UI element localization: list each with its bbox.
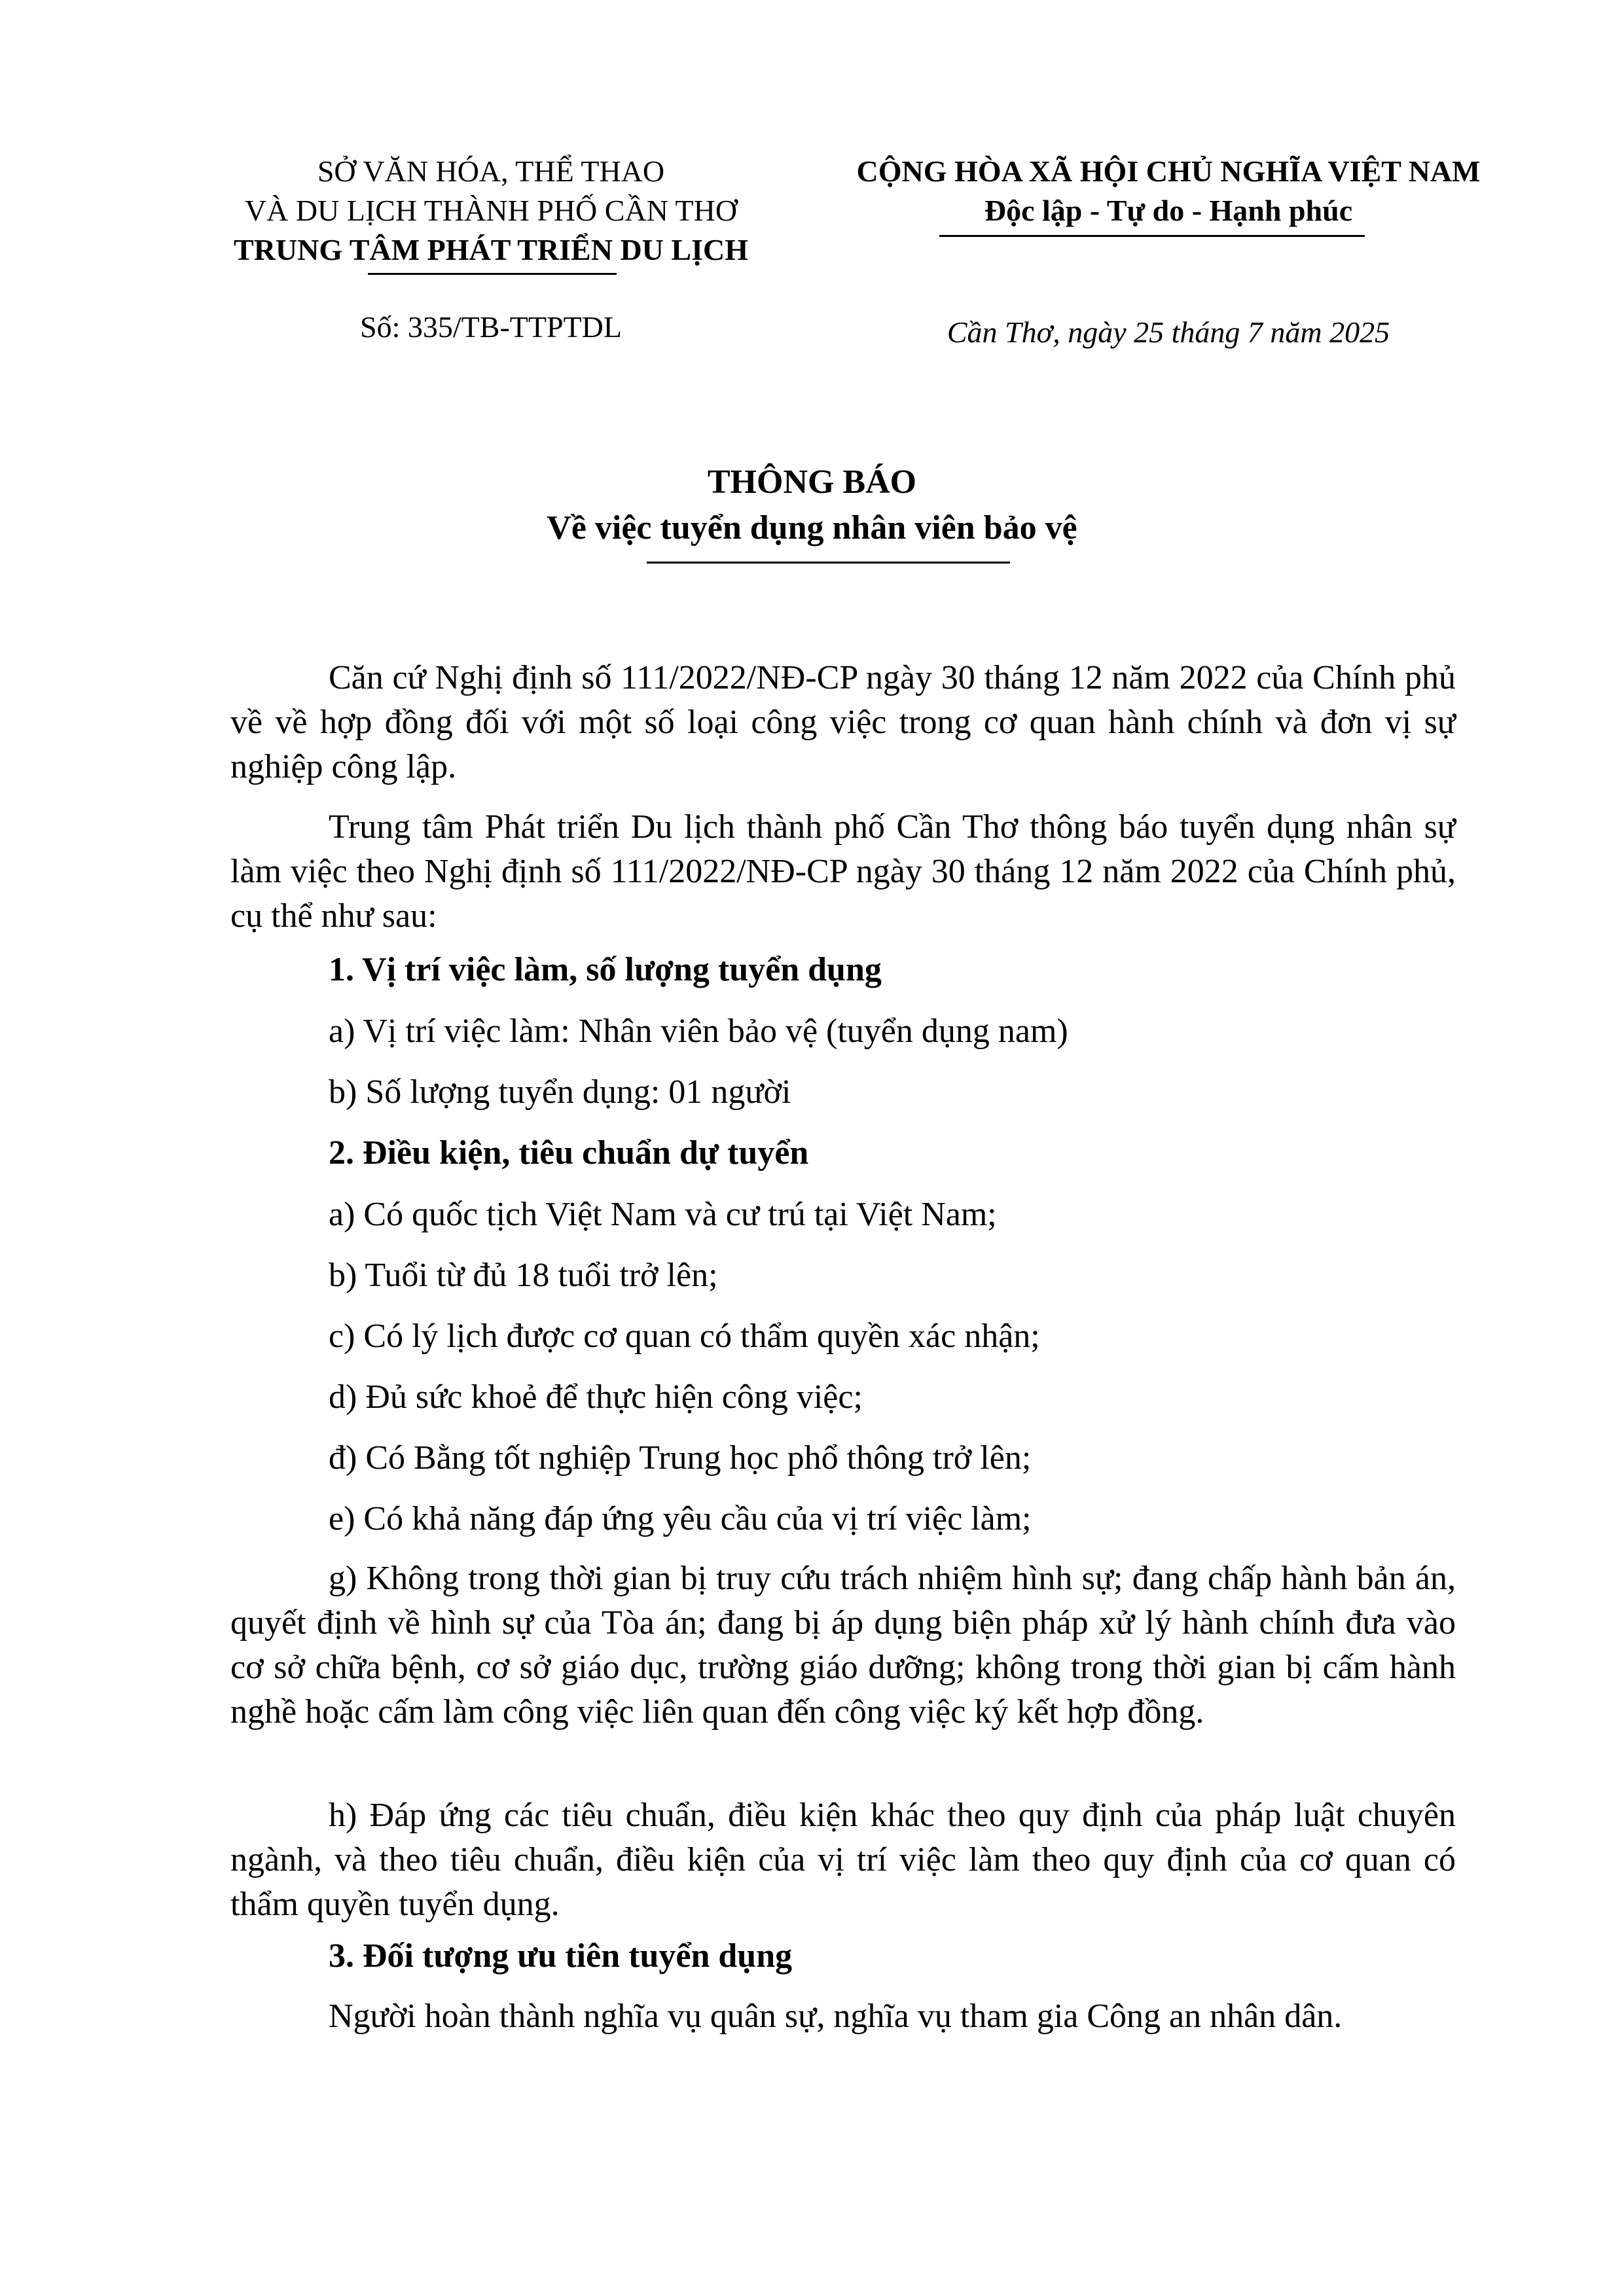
list-item: b) Số lượng tuyển dụng: 01 người bbox=[329, 1073, 791, 1111]
agency-parent-line2: VÀ DU LỊCH THÀNH PHỐ CẦN THƠ bbox=[244, 194, 738, 227]
list-item: g) Không trong thời gian bị truy cứu trách nhiệm hình sự; đang chấp hành bản án, quyết định về hình sự của Tòa án; đang bị áp dụng biện pháp xử lý hành chính đưa vào cơ sở chữa bệnh, cơ sở giáo dục, trường giáo dưỡng; không trong thời gian bị cấm hành nghề hoặc cấm làm công việc liên quan đến công việc ký kết hợp đồng. bbox=[230, 1560, 1456, 1731]
title-underline bbox=[647, 562, 1010, 564]
section2-item-e bbox=[230, 1497, 1456, 1541]
national-name: CỘNG HÒA XÃ HỘI CHỦ NGHĨA VIỆT NAM bbox=[856, 154, 1481, 188]
national-header bbox=[792, 152, 1545, 230]
section2-item-h bbox=[230, 1793, 1456, 1927]
list-item: d) Đủ sức khoẻ để thực hiện công việc; bbox=[329, 1378, 863, 1416]
section1-item-a bbox=[230, 1009, 1456, 1054]
list-item: h) Đáp ứng các tiêu chuẩn, điều kiện khác theo quy định của pháp luật chuyên ngành, và theo tiêu chuẩn, điều kiện của vị trí việc làm theo quy định của cơ quan có thẩm quyền tuyển dụng. bbox=[230, 1797, 1456, 1923]
national-motto: Độc lập - Tự do - Hạnh phúc bbox=[984, 194, 1353, 227]
body-para1 bbox=[230, 656, 1456, 789]
agency-parent-line1: SỞ VĂN HÓA, THỂ THAO bbox=[317, 154, 665, 188]
agency-header bbox=[190, 152, 792, 270]
section-heading: 1. Vị trí việc làm, số lượng tuyển dụng bbox=[329, 951, 882, 988]
list-item: a) Có quốc tịch Việt Nam và cư trú tại Việt Nam; bbox=[329, 1196, 997, 1233]
list-item: a) Vị trí việc làm: Nhân viên bảo vệ (tuyển dụng nam) bbox=[329, 1013, 1068, 1050]
section-heading: 3. Đối tượng ưu tiên tuyển dụng bbox=[329, 1937, 793, 1975]
section2-item-c bbox=[230, 1314, 1456, 1359]
agency-name: TRUNG TÂM PHÁT TRIỂN DU LỊCH bbox=[234, 233, 748, 266]
section1-heading bbox=[230, 948, 1456, 992]
section1-item-b bbox=[230, 1070, 1456, 1115]
list-item: b) Tuổi từ đủ 18 tuổi trở lên; bbox=[329, 1257, 718, 1294]
list-item: e) Có khả năng đáp ứng yêu cầu của vị trí việc làm; bbox=[329, 1500, 1032, 1537]
section3-heading bbox=[230, 1934, 1456, 1979]
section2-item-a bbox=[230, 1193, 1456, 1237]
document-number: Số: 335/TB-TTPTDL bbox=[360, 310, 622, 344]
body-para2 bbox=[230, 805, 1456, 939]
section2-item-d bbox=[230, 1375, 1456, 1420]
section2-item-b bbox=[230, 1253, 1456, 1298]
motto-underline bbox=[939, 235, 1365, 237]
document-subtitle: Về việc tuyển dụng nhân viên bảo vệ bbox=[547, 509, 1077, 547]
section2-item-g bbox=[230, 1556, 1456, 1734]
list-item: đ) Có Bằng tốt nghiệp Trung học phổ thông trở lên; bbox=[329, 1439, 1032, 1477]
list-item: Người hoàn thành nghĩa vụ quân sự, nghĩa vụ tham gia Công an nhân dân. bbox=[329, 1998, 1343, 2035]
legal-basis-paragraph: Căn cứ Nghị định số 111/2022/NĐ-CP ngày 30 tháng 12 năm 2022 của Chính phủ về về hợp đồng đối với một số loại công việc trong cơ quan hành chính và đơn vị sự nghiệp công lập. bbox=[230, 659, 1456, 785]
announcement-paragraph: Trung tâm Phát triển Du lịch thành phố Cần Thơ thông báo tuyển dụng nhân sự làm việc theo Nghị định số 111/2022/NĐ-CP ngày 30 tháng 12 năm 2022 của Chính phủ, cụ thể như sau: bbox=[230, 808, 1456, 935]
list-item: c) Có lý lịch được cơ quan có thẩm quyền xác nhận; bbox=[329, 1318, 1040, 1355]
place-date: Cần Thơ, ngày 25 tháng 7 năm 2025 bbox=[947, 315, 1390, 349]
document-title: THÔNG BÁO bbox=[707, 463, 917, 501]
agency-underline bbox=[368, 273, 617, 275]
section3-text bbox=[230, 1994, 1456, 2039]
section2-item-dd bbox=[230, 1436, 1456, 1480]
section-heading: 2. Điều kiện, tiêu chuẩn dự tuyển bbox=[329, 1134, 809, 1172]
section2-heading bbox=[230, 1131, 1456, 1175]
